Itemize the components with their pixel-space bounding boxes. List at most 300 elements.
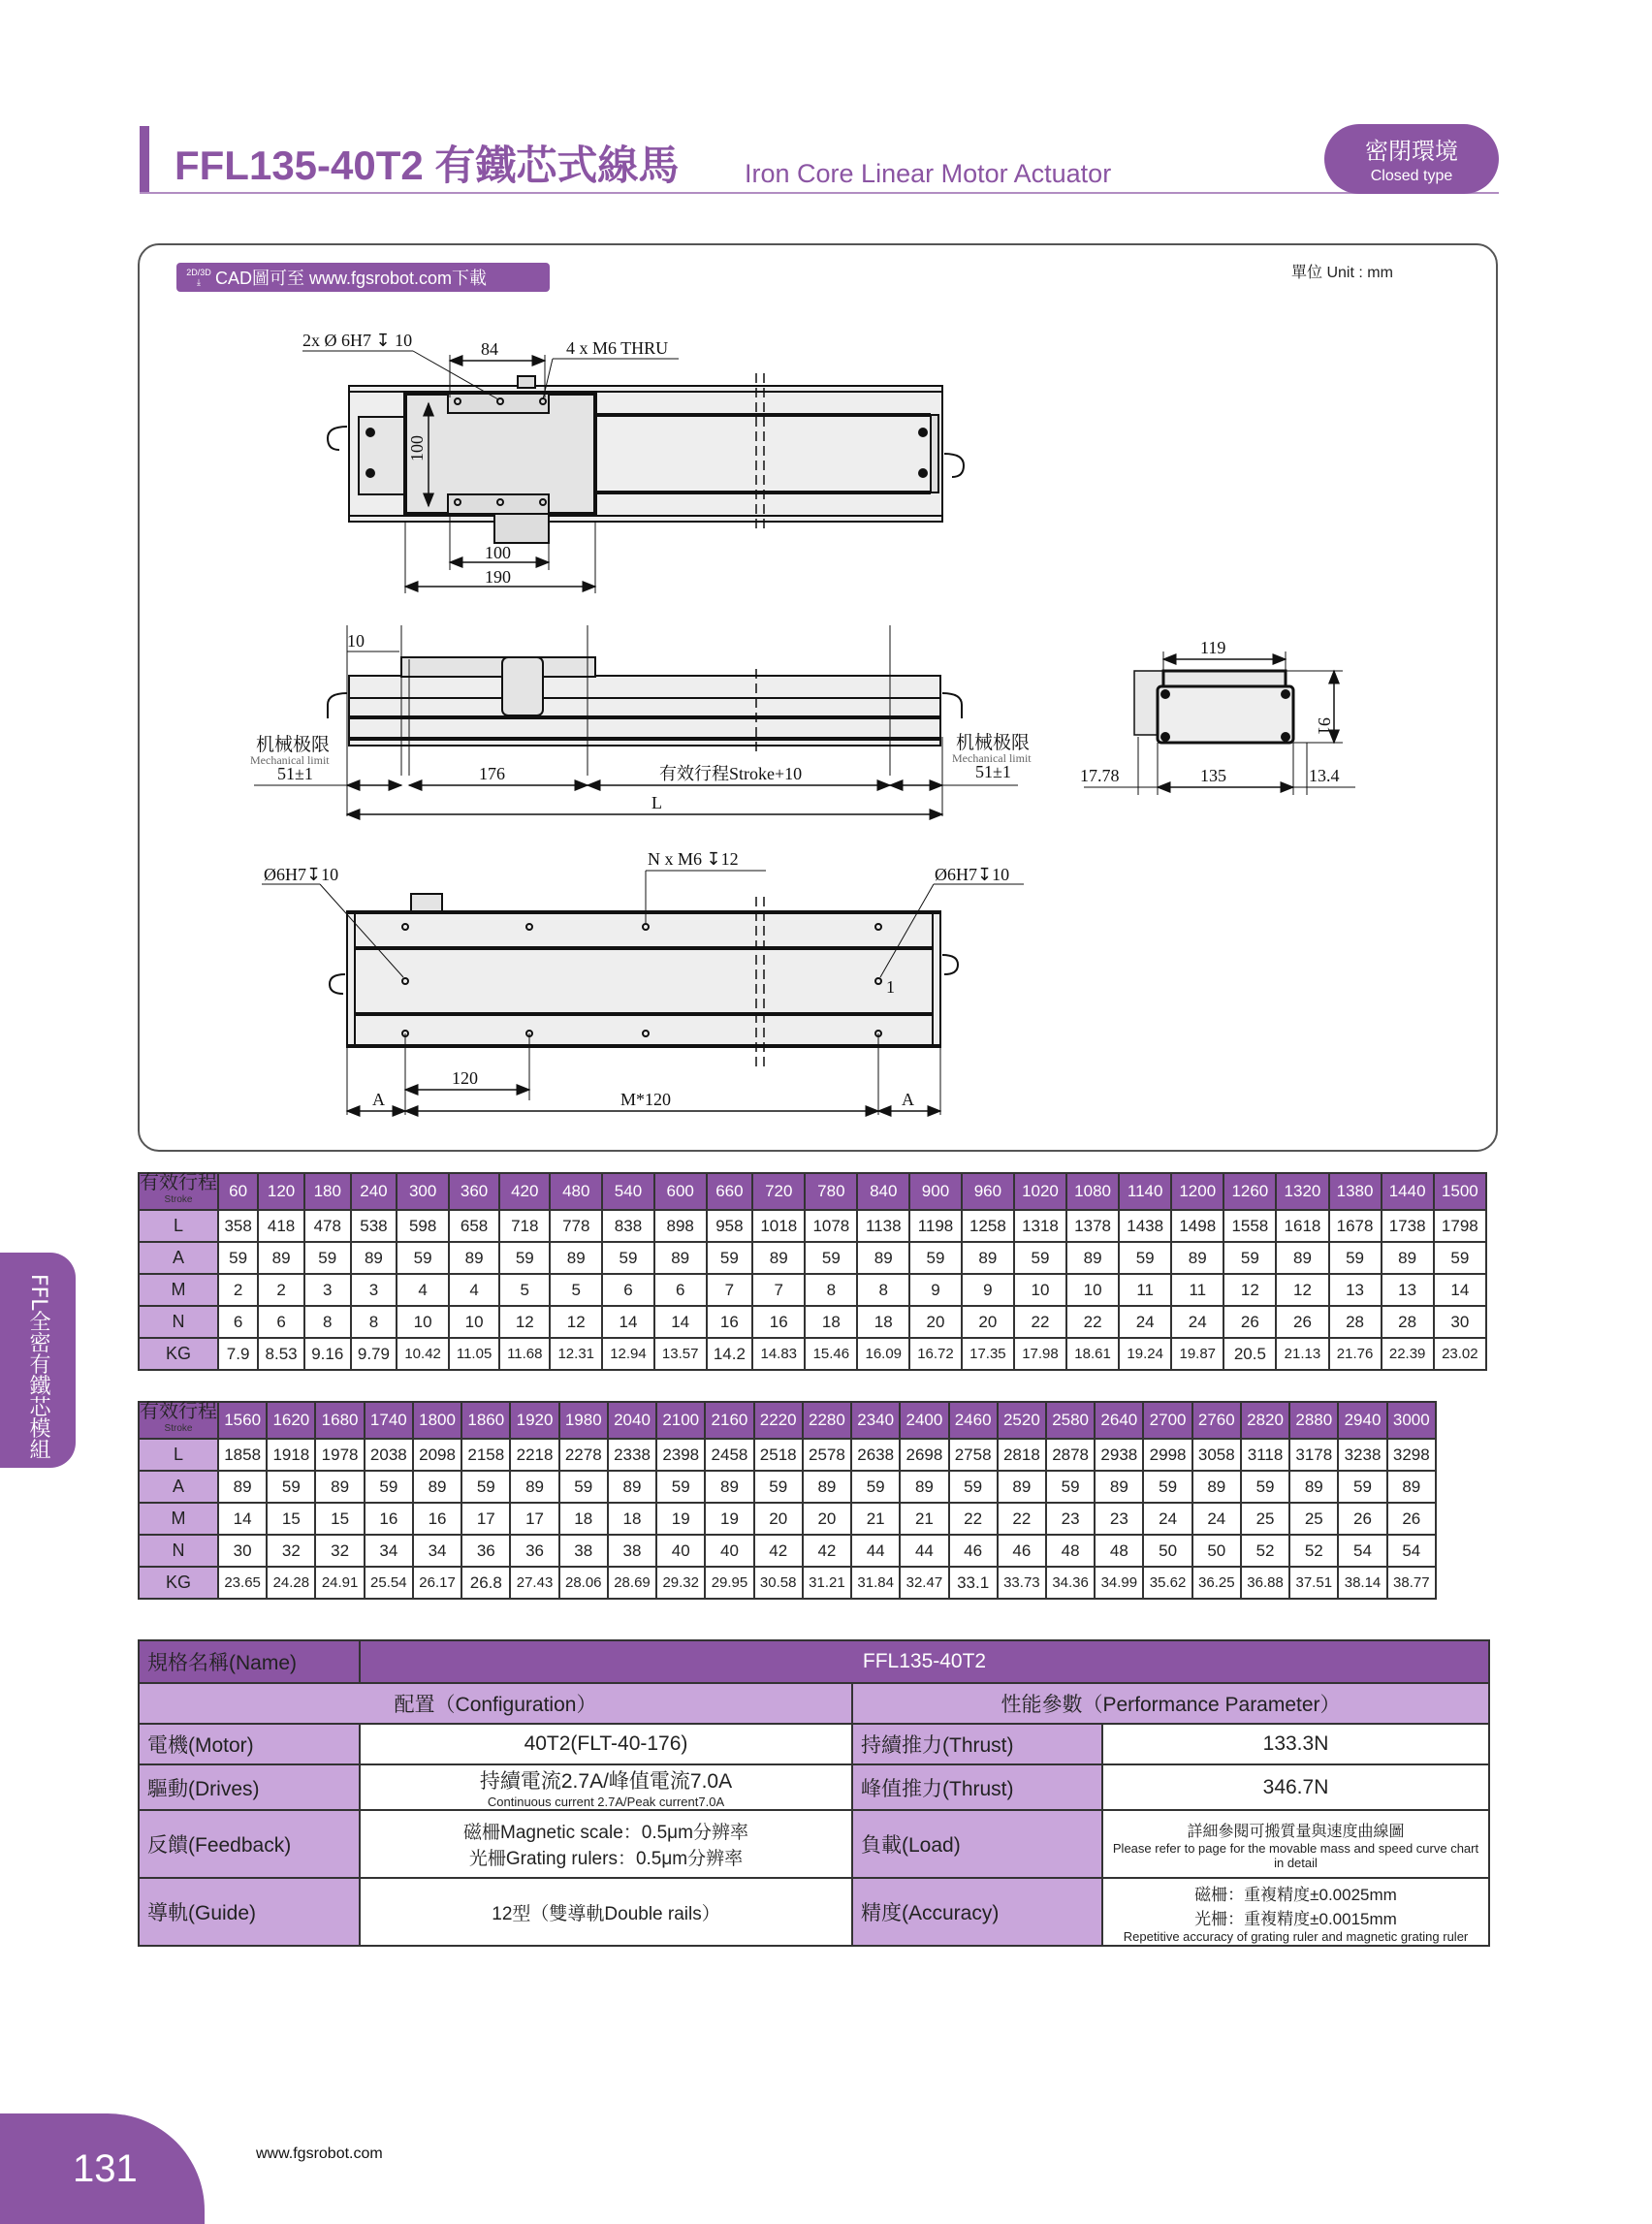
cell-value: 13 xyxy=(1382,1274,1434,1306)
cell-value: 89 xyxy=(1066,1242,1119,1274)
cell-value: 89 xyxy=(900,1471,948,1503)
spec-table xyxy=(138,1639,1490,1947)
cell-value: 34.99 xyxy=(1095,1567,1143,1599)
dim-84: 84 xyxy=(481,339,498,359)
cell-value: 59 xyxy=(949,1471,998,1503)
cell-value: 50 xyxy=(1143,1535,1191,1567)
cell-value: 9 xyxy=(962,1274,1014,1306)
cell-value: 59 xyxy=(1143,1471,1191,1503)
row-label: M xyxy=(139,1503,218,1535)
cell-value: 1438 xyxy=(1119,1210,1171,1242)
cell-value: 1498 xyxy=(1171,1210,1223,1242)
stroke-table-1 xyxy=(138,1172,1487,1371)
cell-value: 1618 xyxy=(1276,1210,1328,1242)
feedback-label: 反饋(Feedback) xyxy=(139,1810,360,1878)
cell-value: 1078 xyxy=(805,1210,857,1242)
cell-value: 89 xyxy=(857,1242,909,1274)
cell-value: 59 xyxy=(499,1242,550,1274)
stroke-value: 1560 xyxy=(218,1402,267,1439)
stroke-value: 840 xyxy=(857,1173,909,1210)
load-value-en: Please refer to page for the movable mass and speed curve chart in detail xyxy=(1112,1840,1479,1870)
cell-value: 34 xyxy=(413,1535,461,1567)
stroke-value: 1920 xyxy=(510,1402,558,1439)
drives-label: 驅動(Drives) xyxy=(139,1764,360,1810)
spec-name-value: FFL135-40T2 xyxy=(360,1640,1489,1683)
cell-value: 18 xyxy=(857,1306,909,1338)
stroke-table-2 xyxy=(138,1401,1437,1600)
perf-header: 性能參數（Performance Parameter） xyxy=(852,1683,1489,1724)
stroke-value: 2940 xyxy=(1338,1402,1386,1439)
mech-limit-en-left: Mechanical limit xyxy=(250,753,330,767)
drives-cell xyxy=(360,1764,852,1810)
cell-value: 36 xyxy=(510,1535,558,1567)
cell-value: 9 xyxy=(909,1274,962,1306)
cell-value: 44 xyxy=(900,1535,948,1567)
cell-value: 89 xyxy=(752,1242,805,1274)
row-label: M xyxy=(139,1274,218,1306)
stroke-value: 420 xyxy=(499,1173,550,1210)
cell-value: 418 xyxy=(258,1210,304,1242)
stroke-header-row xyxy=(139,1402,1436,1439)
cell-value: 1978 xyxy=(315,1439,364,1471)
cell-value: 35.62 xyxy=(1143,1567,1191,1599)
cell-value: 14.83 xyxy=(752,1338,805,1370)
stroke-value: 600 xyxy=(654,1173,707,1210)
row-label: A xyxy=(139,1471,218,1503)
cell-value: 6 xyxy=(218,1306,258,1338)
cell-value: 5 xyxy=(550,1274,602,1306)
cell-value: 30.58 xyxy=(754,1567,803,1599)
cell-value: 59 xyxy=(1119,1242,1171,1274)
footer-url: www.fgsrobot.com xyxy=(256,2145,383,2162)
stroke-value: 2400 xyxy=(900,1402,948,1439)
cell-value: 59 xyxy=(1338,1471,1386,1503)
stroke-value: 540 xyxy=(602,1173,654,1210)
cell-value: 7 xyxy=(707,1274,753,1306)
cell-value: 3178 xyxy=(1289,1439,1338,1471)
cell-value: 10.42 xyxy=(397,1338,449,1370)
cell-value: 25 xyxy=(1289,1503,1338,1535)
load-value-zh: 詳細參閱可搬質量與速度曲線圖 xyxy=(1187,1823,1405,1840)
cell-value: 5 xyxy=(499,1274,550,1306)
feedback-value-1: 磁柵Magnetic scale：0.5μm分辨率 xyxy=(463,1823,748,1843)
cell-value: 2278 xyxy=(559,1439,608,1471)
cell-value: 59 xyxy=(365,1471,413,1503)
cell-value: 478 xyxy=(304,1210,351,1242)
cell-value: 12 xyxy=(550,1306,602,1338)
cell-value: 778 xyxy=(550,1210,602,1242)
cell-value: 20 xyxy=(962,1306,1014,1338)
table-row xyxy=(139,1210,1486,1242)
cell-value: 6 xyxy=(258,1306,304,1338)
cell-value: 59 xyxy=(461,1471,510,1503)
stroke-value: 1500 xyxy=(1434,1173,1486,1210)
spec-row xyxy=(139,1764,1489,1810)
cell-value: 89 xyxy=(1289,1471,1338,1503)
cad-badge-icon-text: 2D/3D xyxy=(186,268,211,277)
cell-value: 31.84 xyxy=(851,1567,900,1599)
cell-value: 1738 xyxy=(1382,1210,1434,1242)
stroke-value: 960 xyxy=(962,1173,1014,1210)
stroke-value: 1620 xyxy=(267,1402,315,1439)
cell-value: 34 xyxy=(365,1535,413,1567)
cell-value: 89 xyxy=(1095,1471,1143,1503)
cell-value: 11.68 xyxy=(499,1338,550,1370)
bottom-view xyxy=(262,871,1024,1115)
cell-value: 2218 xyxy=(510,1439,558,1471)
cell-value: 89 xyxy=(449,1242,499,1274)
cell-value: 30 xyxy=(1434,1306,1486,1338)
cell-value: 89 xyxy=(1276,1242,1328,1274)
table-row xyxy=(139,1567,1436,1599)
cell-value: 18 xyxy=(608,1503,656,1535)
cell-value: 89 xyxy=(315,1471,364,1503)
stroke-value: 1440 xyxy=(1382,1173,1434,1210)
cell-value: 1018 xyxy=(752,1210,805,1242)
cell-value: 13 xyxy=(1329,1274,1382,1306)
cell-value: 14 xyxy=(218,1503,267,1535)
dim-119: 119 xyxy=(1200,638,1226,657)
cell-value: 358 xyxy=(218,1210,258,1242)
cell-value: 3 xyxy=(304,1274,351,1306)
cell-value: 2938 xyxy=(1095,1439,1143,1471)
cell-value: 16.09 xyxy=(857,1338,909,1370)
cell-value: 4 xyxy=(397,1274,449,1306)
dim-thru: 4 x M6 THRU xyxy=(566,338,669,358)
cell-value: 15.46 xyxy=(805,1338,857,1370)
cell-value: 59 xyxy=(1434,1242,1486,1274)
cell-value: 23 xyxy=(1046,1503,1095,1535)
dim-13-4: 13.4 xyxy=(1309,766,1340,785)
cell-value: 598 xyxy=(397,1210,449,1242)
cell-value: 14 xyxy=(602,1306,654,1338)
stroke-value: 2640 xyxy=(1095,1402,1143,1439)
stroke-value: 2040 xyxy=(608,1402,656,1439)
row-label: L xyxy=(139,1210,218,1242)
download-icon: 2D/3D ⤓ xyxy=(186,268,211,287)
cell-value: 44 xyxy=(851,1535,900,1567)
cell-value: 20 xyxy=(803,1503,851,1535)
cell-value: 18 xyxy=(559,1503,608,1535)
cell-value: 24 xyxy=(1192,1503,1241,1535)
cell-value: 15 xyxy=(267,1503,315,1535)
stroke-value: 2160 xyxy=(705,1402,753,1439)
cell-value: 59 xyxy=(656,1471,705,1503)
cell-value: 89 xyxy=(1171,1242,1223,1274)
dim-100-horizontal: 100 xyxy=(485,543,511,562)
section-side-tab: FFL全密有鐵芯模組 xyxy=(0,1253,76,1468)
load-label: 負載(Load) xyxy=(852,1810,1102,1878)
dim-91: 91 xyxy=(1315,717,1334,735)
mech-limit-val-left: 51±1 xyxy=(277,764,313,783)
stroke-label-en: Stroke xyxy=(164,1194,193,1205)
stroke-value: 1260 xyxy=(1223,1173,1276,1210)
cell-value: 89 xyxy=(608,1471,656,1503)
cell-value: 32 xyxy=(267,1535,315,1567)
cell-value: 6 xyxy=(654,1274,707,1306)
config-header: 配置（Configuration） xyxy=(139,1683,852,1724)
cell-value: 26 xyxy=(1276,1306,1328,1338)
cell-value: 2758 xyxy=(949,1439,998,1471)
stroke-value: 2460 xyxy=(949,1402,998,1439)
stroke-value: 60 xyxy=(218,1173,258,1210)
dim-17-78: 17.78 xyxy=(1080,766,1120,785)
accuracy-value-1: 磁柵：重複精度±0.0025mm xyxy=(1194,1885,1397,1904)
stroke-value: 1140 xyxy=(1119,1173,1171,1210)
cell-value: 89 xyxy=(705,1471,753,1503)
mech-limit-val-right: 51±1 xyxy=(975,762,1011,781)
cell-value: 3298 xyxy=(1387,1439,1436,1471)
cell-value: 24 xyxy=(1119,1306,1171,1338)
cell-value: 2638 xyxy=(851,1439,900,1471)
stroke-header-row xyxy=(139,1173,1486,1210)
stroke-value: 120 xyxy=(258,1173,304,1210)
accuracy-label: 精度(Accuracy) xyxy=(852,1878,1102,1946)
spec-name-label: 規格名稱(Name) xyxy=(139,1640,360,1683)
cell-value: 33.1 xyxy=(949,1567,998,1599)
cell-value: 59 xyxy=(1223,1242,1276,1274)
cell-value: 26.17 xyxy=(413,1567,461,1599)
cell-value: 718 xyxy=(499,1210,550,1242)
row-label: KG xyxy=(139,1567,218,1599)
cell-value: 59 xyxy=(559,1471,608,1503)
stroke-value: 720 xyxy=(752,1173,805,1210)
dim-pin-left: Ø6H7↧10 xyxy=(264,865,339,884)
cell-value: 13.57 xyxy=(654,1338,707,1370)
table-row xyxy=(139,1338,1486,1370)
cell-value: 31.21 xyxy=(803,1567,851,1599)
cell-value: 89 xyxy=(962,1242,1014,1274)
cell-value: 89 xyxy=(1387,1471,1436,1503)
stroke-value: 300 xyxy=(397,1173,449,1210)
stroke-value: 1740 xyxy=(365,1402,413,1439)
stroke-label-en: Stroke xyxy=(164,1423,193,1434)
cell-value: 89 xyxy=(413,1471,461,1503)
dim-190: 190 xyxy=(485,567,511,587)
stroke-value: 2760 xyxy=(1192,1402,1241,1439)
cell-value: 1798 xyxy=(1434,1210,1486,1242)
cell-value: 8.53 xyxy=(258,1338,304,1370)
cell-value: 8 xyxy=(805,1274,857,1306)
cell-value: 10 xyxy=(1066,1274,1119,1306)
cell-value: 2098 xyxy=(413,1439,461,1471)
stroke-value: 2520 xyxy=(998,1402,1046,1439)
dim-120: 120 xyxy=(452,1068,478,1088)
table-row xyxy=(139,1471,1436,1503)
motor-label: 電機(Motor) xyxy=(139,1724,360,1764)
cell-value: 16.72 xyxy=(909,1338,962,1370)
cell-value: 26 xyxy=(1338,1503,1386,1535)
cell-value: 16 xyxy=(365,1503,413,1535)
row-label: N xyxy=(139,1535,218,1567)
dim-135: 135 xyxy=(1200,766,1226,785)
cell-value: 2818 xyxy=(998,1439,1046,1471)
cell-value: 14 xyxy=(1434,1274,1486,1306)
cell-value: 2518 xyxy=(754,1439,803,1471)
cell-value: 46 xyxy=(998,1535,1046,1567)
cell-value: 22 xyxy=(949,1503,998,1535)
cell-value: 36.25 xyxy=(1192,1567,1241,1599)
cell-value: 838 xyxy=(602,1210,654,1242)
cell-value: 38.77 xyxy=(1387,1567,1436,1599)
stroke-value: 1320 xyxy=(1276,1173,1328,1210)
cell-value: 59 xyxy=(909,1242,962,1274)
dim-pin-right: Ø6H7↧10 xyxy=(935,865,1010,884)
cell-value: 18.61 xyxy=(1066,1338,1119,1370)
cell-value: 10 xyxy=(397,1306,449,1338)
cell-value: 17 xyxy=(461,1503,510,1535)
row-label: N xyxy=(139,1306,218,1338)
cell-value: 59 xyxy=(1241,1471,1289,1503)
cell-value: 7.9 xyxy=(218,1338,258,1370)
cell-value: 89 xyxy=(258,1242,304,1274)
cell-value: 32.47 xyxy=(900,1567,948,1599)
cell-value: 21 xyxy=(900,1503,948,1535)
stroke-value: 240 xyxy=(351,1173,397,1210)
cell-value: 9.79 xyxy=(351,1338,397,1370)
cell-value: 22 xyxy=(1066,1306,1119,1338)
stroke-value: 360 xyxy=(449,1173,499,1210)
cell-value: 27.43 xyxy=(510,1567,558,1599)
cell-value: 89 xyxy=(654,1242,707,1274)
dim-A-left: A xyxy=(372,1090,385,1109)
cell-value: 59 xyxy=(1046,1471,1095,1503)
cell-value: 23.02 xyxy=(1434,1338,1486,1370)
feedback-cell xyxy=(360,1810,852,1878)
stroke-value: 180 xyxy=(304,1173,351,1210)
cell-value: 15 xyxy=(315,1503,364,1535)
cell-value: 12 xyxy=(499,1306,550,1338)
stroke-value: 1020 xyxy=(1014,1173,1066,1210)
dim-176: 176 xyxy=(479,764,505,783)
cell-value: 25 xyxy=(1241,1503,1289,1535)
cell-value: 16 xyxy=(707,1306,753,1338)
cell-value: 19 xyxy=(705,1503,753,1535)
thrust-peak-label: 峰值推力(Thrust) xyxy=(852,1764,1102,1810)
stroke-value: 1080 xyxy=(1066,1173,1119,1210)
cell-value: 2698 xyxy=(900,1439,948,1471)
cell-value: 52 xyxy=(1289,1535,1338,1567)
stroke-value: 1980 xyxy=(559,1402,608,1439)
cell-value: 59 xyxy=(218,1242,258,1274)
stroke-value: 660 xyxy=(707,1173,753,1210)
cell-value: 898 xyxy=(654,1210,707,1242)
cell-value: 89 xyxy=(1382,1242,1434,1274)
cell-value: 25.54 xyxy=(365,1567,413,1599)
cell-value: 59 xyxy=(397,1242,449,1274)
stroke-value: 1200 xyxy=(1171,1173,1223,1210)
cell-value: 21.13 xyxy=(1276,1338,1328,1370)
cell-value: 1858 xyxy=(218,1439,267,1471)
cell-value: 1558 xyxy=(1223,1210,1276,1242)
cell-value: 52 xyxy=(1241,1535,1289,1567)
dim-10: 10 xyxy=(347,631,365,651)
thrust-cont-value: 133.3N xyxy=(1102,1724,1489,1764)
cell-value: 54 xyxy=(1338,1535,1386,1567)
badge-zh: 密閉環境 xyxy=(1365,138,1458,165)
cell-value: 958 xyxy=(707,1210,753,1242)
cell-value: 59 xyxy=(851,1471,900,1503)
row-label: A xyxy=(139,1242,218,1274)
guide-label: 導軌(Guide) xyxy=(139,1878,360,1946)
cell-value: 36.88 xyxy=(1241,1567,1289,1599)
side-view xyxy=(254,625,1018,816)
dim-100-vertical: 100 xyxy=(407,435,427,461)
cell-value: 32 xyxy=(315,1535,364,1567)
cell-value: 89 xyxy=(998,1471,1046,1503)
cell-value: 12 xyxy=(1276,1274,1328,1306)
cell-value: 1678 xyxy=(1329,1210,1382,1242)
cell-value: 42 xyxy=(803,1535,851,1567)
table-row xyxy=(139,1274,1486,1306)
cell-value: 10 xyxy=(449,1306,499,1338)
cell-value: 28 xyxy=(1382,1306,1434,1338)
stroke-value: 2220 xyxy=(754,1402,803,1439)
cell-value: 1378 xyxy=(1066,1210,1119,1242)
cell-value: 538 xyxy=(351,1210,397,1242)
spec-row xyxy=(139,1724,1489,1764)
table-row xyxy=(139,1439,1436,1471)
cell-value: 59 xyxy=(805,1242,857,1274)
thrust-cont-label: 持續推力(Thrust) xyxy=(852,1724,1102,1764)
guide-value: 12型（雙導軌Double rails） xyxy=(360,1878,852,1946)
cell-value: 2398 xyxy=(656,1439,705,1471)
cell-value: 1318 xyxy=(1014,1210,1066,1242)
cell-value: 3058 xyxy=(1192,1439,1241,1471)
thrust-peak-value: 346.7N xyxy=(1102,1764,1489,1810)
page-title: FFL135-40T2 有鐵芯式線馬 xyxy=(175,143,680,188)
cell-value: 46 xyxy=(949,1535,998,1567)
cell-value: 48 xyxy=(1046,1535,1095,1567)
cell-value: 28 xyxy=(1329,1306,1382,1338)
cell-value: 59 xyxy=(304,1242,351,1274)
cell-value: 26.8 xyxy=(461,1567,510,1599)
cell-value: 34.36 xyxy=(1046,1567,1095,1599)
table-row xyxy=(139,1535,1436,1567)
cell-value: 23.65 xyxy=(218,1567,267,1599)
cell-value: 50 xyxy=(1192,1535,1241,1567)
stroke-value: 1860 xyxy=(461,1402,510,1439)
cell-value: 4 xyxy=(449,1274,499,1306)
cell-value: 89 xyxy=(510,1471,558,1503)
cell-value: 21 xyxy=(851,1503,900,1535)
feedback-value-2: 光柵Grating rulers：0.5μm分辨率 xyxy=(468,1849,744,1869)
page-subtitle: Iron Core Linear Motor Actuator xyxy=(745,159,1112,188)
cell-value: 20 xyxy=(754,1503,803,1535)
cell-value: 19.24 xyxy=(1119,1338,1171,1370)
cell-value: 19.87 xyxy=(1171,1338,1223,1370)
cell-value: 11 xyxy=(1119,1274,1171,1306)
cell-value: 12.31 xyxy=(550,1338,602,1370)
cell-value: 40 xyxy=(705,1535,753,1567)
cell-value: 11 xyxy=(1171,1274,1223,1306)
cell-value: 59 xyxy=(1014,1242,1066,1274)
accuracy-value-2: 光柵：重複精度±0.0015mm xyxy=(1194,1909,1397,1928)
cell-value: 1258 xyxy=(962,1210,1014,1242)
drives-value-en: Continuous current 2.7A/Peak current7.0A xyxy=(487,1795,725,1809)
cell-value: 38.14 xyxy=(1338,1567,1386,1599)
cell-value: 3118 xyxy=(1241,1439,1289,1471)
cell-value: 17.98 xyxy=(1014,1338,1066,1370)
dim-stroke: 有效行程Stroke+10 xyxy=(659,764,803,783)
cell-value: 40 xyxy=(656,1535,705,1567)
cell-value: 6 xyxy=(602,1274,654,1306)
cell-value: 1918 xyxy=(267,1439,315,1471)
stroke-value: 2700 xyxy=(1143,1402,1191,1439)
stroke-value: 2820 xyxy=(1241,1402,1289,1439)
cell-value: 8 xyxy=(351,1306,397,1338)
cell-value: 59 xyxy=(602,1242,654,1274)
